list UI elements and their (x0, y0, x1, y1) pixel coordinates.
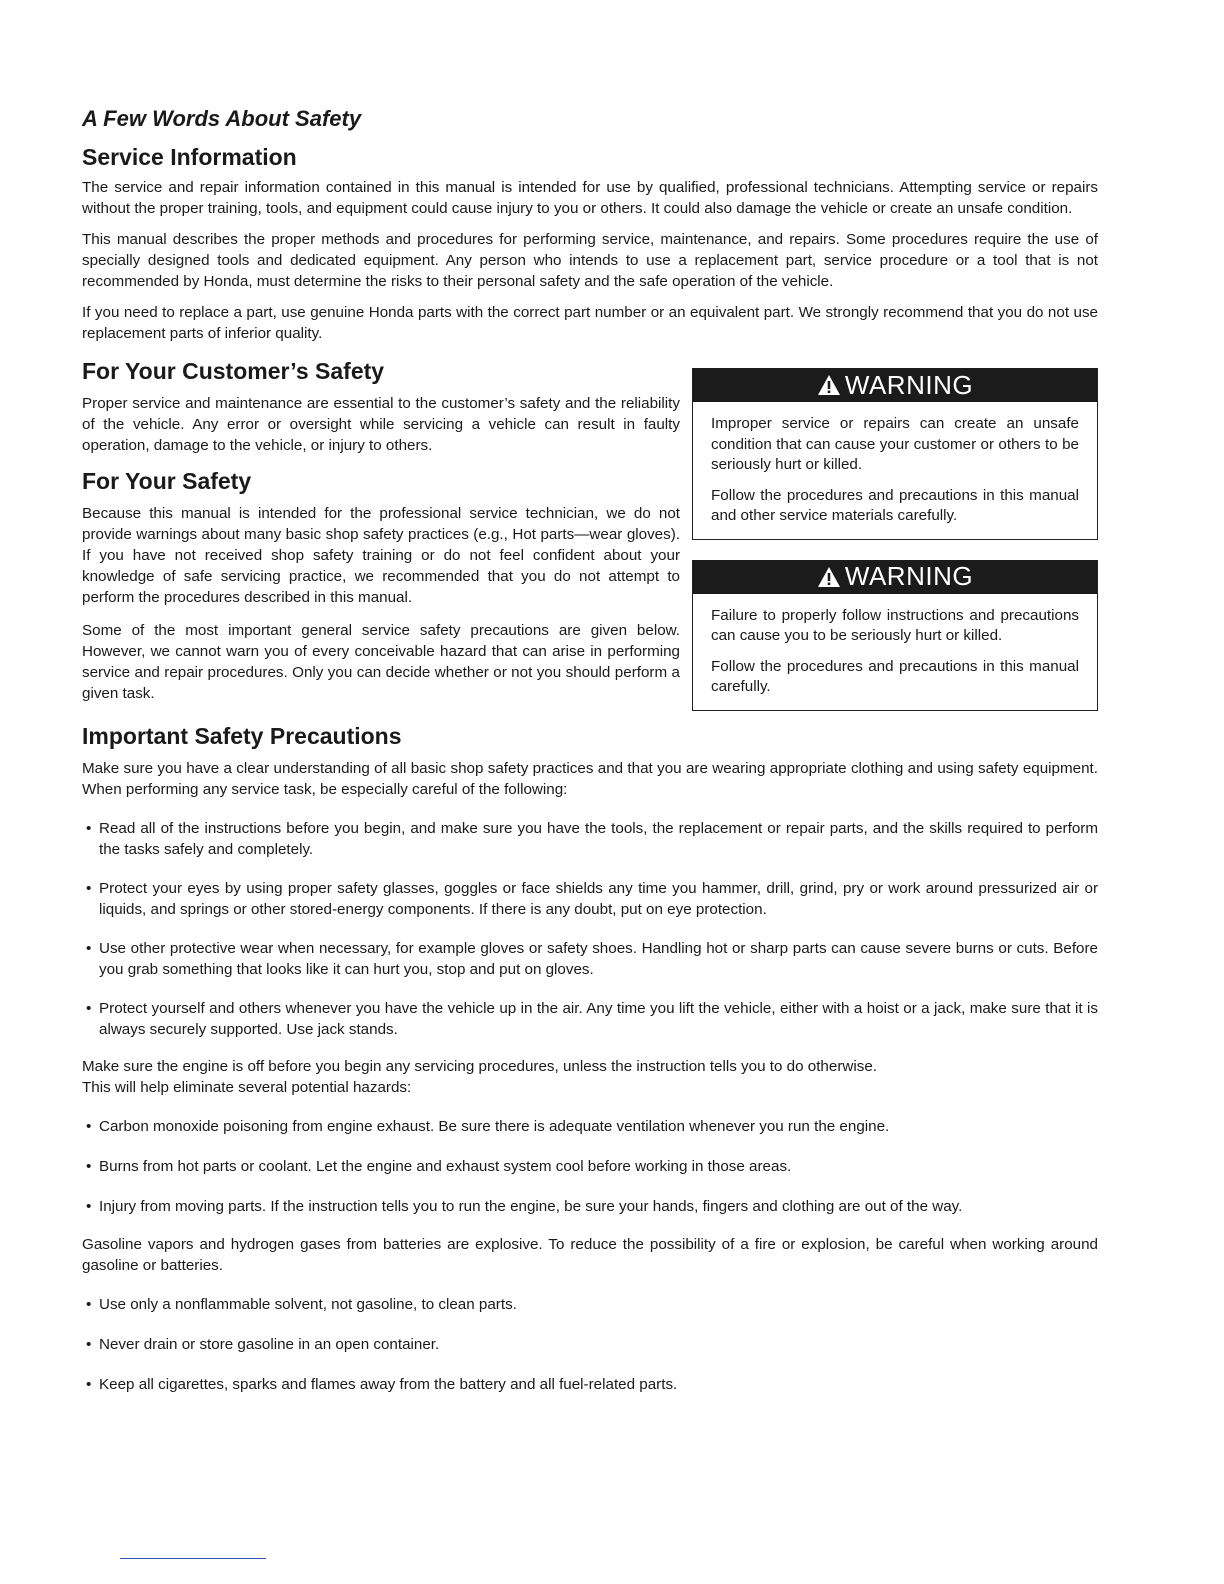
warning-technician-text-1: Failure to properly follow instructions and precautions can cause you to be seriously hurt or killed. (711, 606, 1079, 644)
list-item: • Read all of the instructions before you begin, and make sure you have the tools, the replacement or repair parts, and the skills required to perform the tasks safely and completely. (86, 819, 1098, 858)
list-item: • Never drain or store gasoline in an open container. (86, 1335, 440, 1353)
warning-label: WARNING (844, 561, 974, 591)
service-info-paragraph-1: The service and repair information contained in this manual is intended for use by qualified, professional technicians. Attempting service or repairs without the proper training, tools, and equipment could cause injury to you or others. It could also damage the vehicle or create an unsafe condition. (82, 179, 1098, 217)
service-information-section (82, 144, 1098, 344)
bullet: • (86, 1157, 92, 1175)
list-item: • Injury from moving parts. If the instruction tells you to run the engine, be sure your hands, fingers and clothing are out of the way. (86, 1197, 963, 1215)
service-information-heading: Service Information (82, 144, 297, 170)
list-item: • Carbon monoxide poisoning from engine exhaust. Be sure there is adequate ventilation whenever you run the engine. (86, 1117, 890, 1135)
warning-customer-text-2: Follow the procedures and precautions in this manual and other service materials carefully. (711, 486, 1079, 524)
warning-triangle-icon (817, 374, 841, 396)
customer-safety-paragraph: Proper service and maintenance are essential to the customer’s safety and the reliability of the vehicle. Any error or oversight while servicing a vehicle can result in faulty operation, damage to the vehicle, or injury to others. (82, 395, 680, 454)
your-safety-heading: For Your Safety (82, 468, 252, 494)
document-title: A Few Words About Safety (82, 106, 362, 131)
precautions-list-general (82, 818, 1098, 1040)
service-info-paragraph-3: If you need to replace a part, use genuine Honda parts with the correct part number or an equivalent part. We strongly recommend that you do not use replacement parts of inferior quality. (82, 304, 1098, 342)
list-item: • Protect your eyes by using proper safety glasses, goggles or face shields any time you hammer, drill, grind, pry or work around pressurized air or liquids, and springs or other stored-energy components. If there is any doubt, put on eye protection. (86, 879, 1098, 918)
warning-header (693, 368, 1097, 402)
warning-header (693, 560, 1097, 594)
warning-customer-text-1: Improper service or repairs can create an unsafe condition that can cause your customer or others to be seriously hurt or killed. (711, 415, 1079, 473)
precautions-list-engine (82, 1116, 1098, 1217)
right-column (692, 368, 1098, 711)
your-safety-paragraph-1: Because this manual is intended for the professional service technician, we do not provide warnings about many basic shop safety practices (e.g., Hot parts—wear gloves). If you have not received shop safety training or do not feel confident about your knowledge of safe servicing practice, we recommended that you do not attempt to perform the procedures described in this manual. (82, 505, 680, 606)
gasoline-paragraph: Gasoline vapors and hydrogen gases from batteries are explosive. To reduce the possibility of a fire or explosion, be careful when working around gasoline or batteries. (82, 1235, 1098, 1274)
left-column (82, 358, 680, 711)
bullet: • (86, 1295, 92, 1313)
bullet: • (86, 1197, 92, 1215)
safety-two-column (82, 358, 1098, 711)
bullet: • (86, 939, 92, 957)
warning-triangle-icon (817, 566, 841, 588)
list-item: • Keep all cigarettes, sparks and flames away from the battery and all fuel-related parts. (86, 1375, 678, 1393)
precautions-intro: Make sure you have a clear understanding of all basic shop safety practices and that you are wearing appropriate clothing and using safety equipment. When performing any service task, be especially careful of the following: (82, 759, 1098, 798)
footer-rule (120, 1558, 266, 1559)
bullet: • (86, 819, 92, 837)
bullet: • (86, 1375, 92, 1393)
warning-box-technician (692, 560, 1098, 711)
customer-safety-heading: For Your Customer’s Safety (82, 358, 385, 384)
bullet: • (86, 1117, 92, 1135)
warning-label: WARNING (844, 369, 974, 400)
bullet: • (86, 1335, 92, 1353)
warning-box-customer (692, 368, 1098, 540)
warning-technician-text-2: Follow the procedures and precautions in this manual carefully. (711, 657, 1079, 695)
engine-off-paragraph: Make sure the engine is off before you begin any servicing procedures, unless the instruction tells you to do otherwise. This will help eliminate several potential hazards: (82, 1057, 877, 1096)
page (82, 100, 1098, 1414)
list-item: • Use other protective wear when necessary, for example gloves or safety shoes. Handling hot or sharp parts can cause severe burns or cuts. Before you grab something that looks like it can hurt you, stop and put on gloves. (86, 939, 1098, 978)
service-info-paragraph-2: This manual describes the proper methods and procedures for performing service, maintenance, and repairs. Some procedures require the use of specially designed tools and dedicated equipment. Any person who intends to use a replacement part, service procedure or a tool that is not recommended by Honda, must determine the risks to their personal safety and the safe operation of the vehicle. (82, 231, 1098, 290)
bullet: • (86, 879, 92, 897)
list-item: • Protect yourself and others whenever you have the vehicle up in the air. Any time you lift the vehicle, either with a hoist or a jack, make sure that it is always securely supported. Use jack stands. (86, 999, 1098, 1038)
precautions-list-gasoline (82, 1294, 1098, 1395)
precautions-heading: Important Safety Precautions (82, 722, 402, 749)
important-safety-precautions-section (82, 723, 1098, 1395)
bullet: • (86, 999, 92, 1017)
list-item: • Use only a nonflammable solvent, not gasoline, to clean parts. (86, 1295, 517, 1313)
list-item: • Burns from hot parts or coolant. Let the engine and exhaust system cool before working in those areas. (86, 1157, 792, 1175)
your-safety-paragraph-2: Some of the most important general service safety precautions are given below. However, we cannot warn you of every conceivable hazard that can arise in performing service and repair procedures. Only you can decide whether or not you should perform a given task. (82, 622, 680, 702)
